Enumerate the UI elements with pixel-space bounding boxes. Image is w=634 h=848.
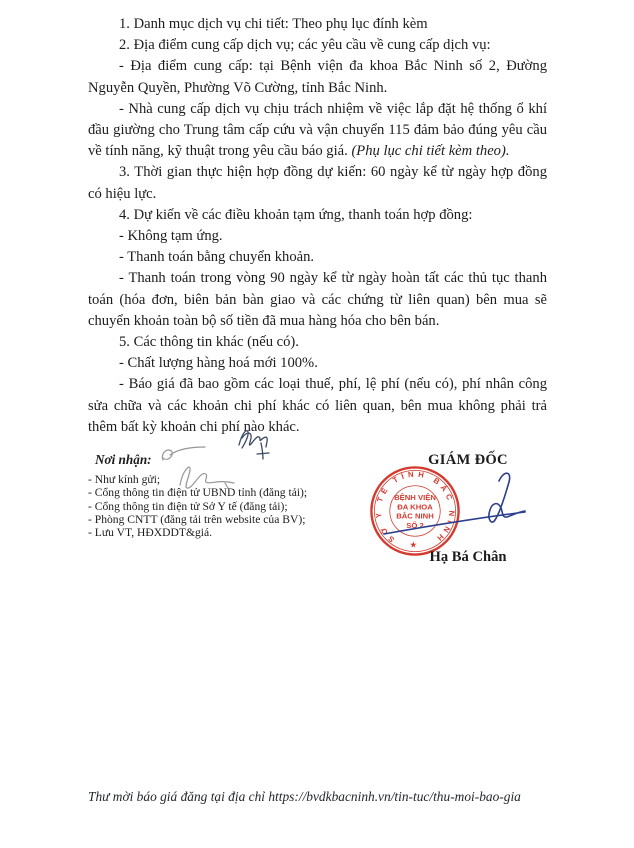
stamp-center-line-1: BỆNH VIỆN — [394, 492, 436, 502]
stamp-ring-text: SỞ Y TẾ TỈNH BẮC NINH — [373, 469, 457, 545]
signer-title: GIÁM ĐỐC — [428, 452, 508, 468]
recipient-item: - Cổng thông tin điện tử UBND tỉnh (đăng tải); — [88, 486, 308, 500]
document-body — [88, 14, 547, 438]
paragraph-1: 1. Danh mục dịch vụ chi tiết: Theo phụ lục đính kèm — [119, 16, 428, 32]
paragraph-6: 4. Dự kiến về các điều khoản tạm ứng, thanh toán hợp đồng: — [119, 206, 473, 223]
stamp-center-line-3: BẮC NINH — [396, 511, 434, 521]
footer-note: Thư mời báo giá đăng tại địa chỉ https://bvdkbacninh.vn/tin-tuc/thu-moi-bao-gia — [88, 789, 521, 804]
recipients-label: Nơi nhận: — [95, 452, 152, 467]
recipient-item: - Như kính gửi; — [88, 473, 161, 486]
paragraph-9: - Thanh toán trong vòng 90 ngày kể từ ngày hoàn tất các thủ tục thanh toán (hóa đơn, biên bản bàn giao và các chứng từ liên quan) bên mua sẽ chuyển khoản toàn bộ số tiền đã mua hàng hóa cho bên bán. — [88, 270, 547, 329]
paragraph-7: - Không tạm ứng. — [119, 228, 223, 245]
paragraph-5: 3. Thời gian thực hiện hợp đồng dự kiến: 60 ngày kể từ ngày hợp đồng có hiệu lực. — [88, 164, 547, 202]
stamp-center-line-4: SỐ 2 — [406, 521, 424, 531]
paragraph-8: - Thanh toán bằng chuyển khoản. — [119, 249, 315, 266]
paragraph-4-italic-note: (Phụ lục chi tiết kèm theo). — [351, 143, 510, 160]
paragraph-11: - Chất lượng hàng hoá mới 100%. — [119, 355, 318, 372]
recipient-item: - Lưu VT, HĐXDDT&giá. — [88, 526, 213, 540]
stamp-center-line-2: ĐA KHOA — [397, 502, 433, 512]
pen-mark-2 — [170, 461, 242, 493]
paragraph-4-text: - Nhà cung cấp dịch vụ chịu trách nhiệm về việc lắp đặt hệ thống ổ khí đầu giường cho Trung tâm cấp cứu và vận chuyển 115 đảm bảo đúng yêu cầu về tính năng, kỹ thuật trong yêu cầu báo giá. — [88, 100, 547, 160]
stamp-star-icon: ★ — [409, 539, 418, 550]
paragraph-10: 5. Các thông tin khác (nếu có). — [119, 334, 299, 351]
paragraph-12: - Báo giá đã bao gồm các loại thuế, phí, lệ phí (nếu có), phí nhân công sửa chữa và các khoản chi phí khác có liên quan, bên mua không phải trả thêm bất kỳ khoản chi phí nào khác. — [88, 376, 547, 435]
paragraph-4 — [88, 99, 547, 163]
recipient-item: - Phòng CNTT (đăng tải trên website của BV); — [88, 512, 306, 526]
director-signature — [378, 468, 538, 548]
recipient-item: - Cổng thông tin điện tử Sở Y tế (đăng tải); — [88, 499, 288, 513]
paragraph-2: 2. Địa điểm cung cấp dịch vụ; các yêu cầu về cung cấp dịch vụ: — [119, 37, 491, 54]
signer-name: Hạ Bá Chân — [429, 549, 507, 565]
paragraph-3: - Địa điểm cung cấp: tại Bệnh viện đa khoa Bắc Ninh số 2, Đường Nguyễn Quyền, Phường Võ Cường, tỉnh Bắc Ninh. — [88, 58, 547, 96]
